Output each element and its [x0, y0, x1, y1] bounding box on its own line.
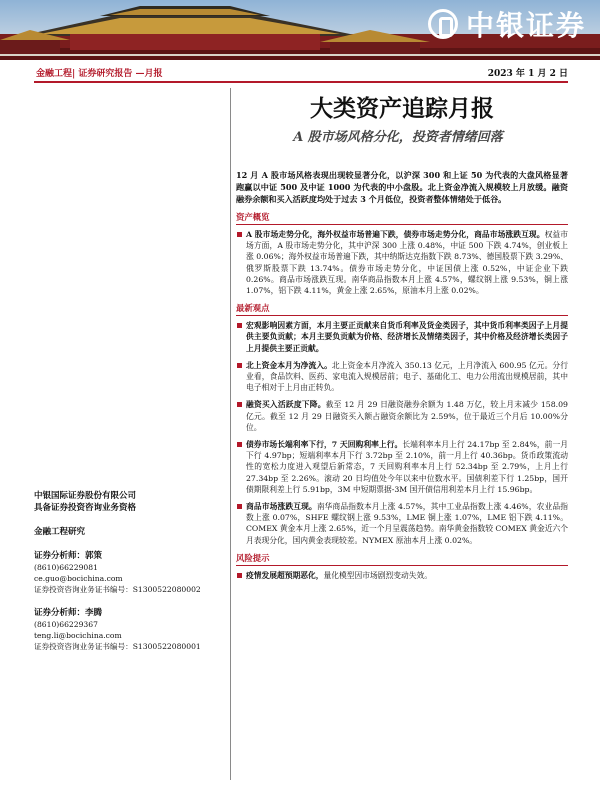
bullet-item	[236, 399, 568, 433]
bullet-text: 权益市场方面，A 股市场走势分化，其中沪深 300 上涨 0.48%，中证 500 下跌 4.74%，创业板上涨 0.06%；海外权益市场普遍下跌，其中纳斯达克指数下跌 8.73%、德国股票下跌 3.29%、俄罗斯股票下跌 13.74%。债券市场走势分化，中证国债上涨 0.52%，中证企业下跌 0.26%。商品市场涨跌互现。南华商品指数本月上涨 4.57%，螺纹钢上涨 9.53%，铜上涨 1.07%，铝下跌 4.11%，黄金上涨 2.65%，原油本月上涨 0.02%。	[246, 230, 568, 296]
analyst-phone: (8610)66229081	[34, 563, 98, 572]
analyst-sidebar	[34, 490, 224, 652]
bullet-bold-lead: 宏观影响因素方面，本月主要正贡献来自货币利率及货金类因子，其中货币利率类因子上月提供主要负贡献；本月主要负贡献为价格、经济增长及情绪类因子，其中价格及经济增长类因子上月提供主要正贡献。	[246, 321, 568, 353]
report-summary: 12 月 A 股市场风格表现出现较显著分化，以沪深 300 和上证 50 为代表的大盘风格显著跑赢以中证 500 及中证 1000 为代表的中小盘股。北上资金净流入规模较上月放缓。融资融券余额和买入活跃度均处于过去 3 个月低位，投资者整体情绪处于低谷。	[236, 170, 568, 204]
report-date: 2023 年 1 月 2 日	[487, 69, 568, 79]
analyst-name: 证券分析师：李腾	[34, 608, 103, 618]
bullet-bold-lead: 债券市场长端利率下行，7 天回购利率上行。	[246, 440, 403, 450]
bullet-item	[236, 501, 568, 546]
bullet-text: 北上资金本月净流入 350.13 亿元，上月净流入 600.95 亿元。分行业看，食品饮料、医药、家电流入规模居前；电子、基础化工、电力公用流出规模居前，其中电子相对于上月由正转负。	[246, 360, 568, 393]
bullet-square-icon	[237, 442, 242, 447]
bullet-item	[236, 229, 568, 296]
report-title: 大类资产追踪月报	[310, 96, 494, 122]
bullet-square-icon	[237, 504, 242, 509]
company-name: 中银国际证券股份有限公司	[34, 491, 137, 501]
section-heading-overview: 资产概览	[236, 212, 270, 222]
bullet-text: 量化模型因市场剧烈变动失效。	[323, 570, 433, 580]
column-divider	[230, 88, 231, 780]
section-rule	[236, 224, 568, 225]
bullet-text: 南华商品指数本月上涨 4.57%，其中工业品指数上涨 4.46%，农业品指数上涨 0.07%，SHFE 螺纹钢上涨 9.53%，LME 铜上涨 1.07%，LME 铝下跌 4.11%。COMEX 黄金本月上涨 2.65%，近一个月呈震荡趋势。南华黄金指数较 COMEX 黄金近六个月表现分化，国内黄金表现较差。NYMEX 原油本月上涨 0.02%。	[246, 502, 569, 545]
bullet-square-icon	[237, 232, 242, 237]
brand-logo-text: 中银证券	[465, 9, 586, 42]
bullet-square-icon	[237, 323, 242, 328]
main-content	[236, 92, 568, 587]
bullet-text: 截至 12 月 29 日融资融券余额为 1.48 万亿，较上月末减少 158.09 亿元。截至 12 月 29 日融资买入额占融资余额比为 2.59%，位于最近三个月后 10.00%分位。	[246, 400, 568, 432]
bullet-bold-lead: 商品市场涨跌互现。	[246, 502, 317, 512]
analyst-name: 证券分析师：郭策	[34, 551, 103, 561]
bullet-bold-lead: A 股市场走势分化，海外权益市场普遍下跌，债券市场走势分化，商品市场涨跌互现。	[246, 230, 545, 239]
bullet-item	[236, 320, 568, 354]
bullet-bold-lead: 疫情发展超预期恶化，	[246, 570, 324, 580]
report-header	[34, 64, 568, 78]
research-team: 金融工程研究	[34, 527, 86, 537]
analyst-cert: 证券投资咨询业务证书编号：S1300522080002	[34, 585, 201, 594]
bullet-text: 长端利率本月上行 24.17bp 至 2.84%，前一月下行 4.97bp；短端利率本月下行 3.72bp 至 2.10%，前一月上行 40.36bp。货币政策流动性的宽松力度进入观望后新常态，7 天回购利率本月上行 52.34bp 至 2.79%，上月上行 27.34bp 至 2.26%。滚动 20 日均值处今年以来中位数水平。国债利差下行 1.25bp，国开债期限利差上行 5.91bp，3M 中短期票据-3M 国开债信用利差本月上行 15.96bp。	[246, 440, 569, 494]
bullet-bold-lead: 融资买入活跃度下降。	[246, 400, 326, 410]
bullet-square-icon	[237, 363, 242, 368]
analyst-email[interactable]: ce.guo@bocichina.com	[34, 574, 123, 583]
report-category: 金融工程| 证券研究报告 —月报	[36, 69, 163, 79]
report-subtitle: A 股市场风格分化，投资者情绪回落	[293, 130, 503, 145]
bullet-bold-lead: 北上资金本月为净流入。	[246, 360, 332, 370]
section-heading-risk: 风险提示	[236, 552, 270, 563]
brand-logo	[428, 4, 586, 44]
section-heading-latest-views: 最新观点	[236, 303, 270, 314]
bullet-square-icon	[237, 573, 242, 578]
bullet-square-icon	[237, 402, 242, 407]
bank-of-china-logo-icon	[428, 9, 458, 39]
bullet-item	[236, 439, 568, 495]
analyst-phone: (8610)66229367	[34, 620, 98, 629]
header-divider	[34, 81, 568, 83]
license-statement: 具备证券投资咨询业务资格	[34, 503, 137, 513]
bullet-item	[236, 360, 568, 394]
analyst-cert: 证券投资咨询业务证书编号：S1300522080001	[34, 642, 201, 651]
section-rule	[236, 315, 568, 316]
bullet-item	[236, 570, 568, 581]
analyst-email[interactable]: teng.li@bocichina.com	[34, 631, 122, 640]
section-rule	[236, 565, 568, 566]
header-banner-image	[0, 0, 600, 60]
